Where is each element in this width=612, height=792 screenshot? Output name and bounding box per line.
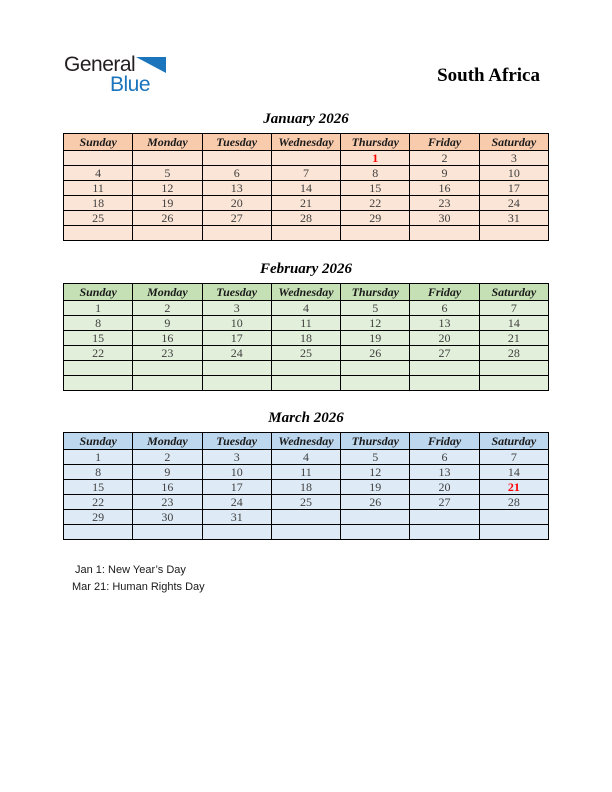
day-cell: 11 [64,181,133,196]
day-cell: 26 [133,211,202,226]
month-section-march-2026 [63,409,549,540]
holiday-day-cell: 1 [341,151,410,166]
day-cell: 13 [410,465,479,480]
calendar-week-row [64,361,549,376]
day-cell: 25 [271,495,340,510]
day-cell: 24 [202,495,271,510]
weekday-header: Wednesday [271,134,340,151]
weekday-header: Saturday [479,433,548,450]
weekday-header: Thursday [341,284,410,301]
empty-day-cell [341,226,410,241]
calendar-table-january-2026 [63,133,549,241]
weekday-header: Sunday [64,433,133,450]
day-cell: 6 [410,301,479,316]
empty-day-cell [202,226,271,241]
month-title: February 2026 [259,261,353,277]
empty-day-cell [271,151,340,166]
empty-day-cell [133,361,202,376]
month-title: January 2026 [263,111,349,127]
day-cell: 8 [341,166,410,181]
empty-day-cell [341,376,410,391]
day-cell: 5 [341,450,410,465]
day-cell: 28 [479,346,548,361]
day-cell: 2 [133,301,202,316]
weekday-header: Friday [410,433,479,450]
day-cell: 30 [133,510,202,525]
empty-day-cell [271,361,340,376]
day-cell: 24 [479,196,548,211]
day-cell: 6 [410,450,479,465]
day-cell: 22 [64,346,133,361]
empty-day-cell [341,525,410,540]
day-cell: 19 [341,480,410,495]
day-cell: 8 [64,316,133,331]
weekday-header: Monday [133,284,202,301]
weekday-header: Saturday [479,284,548,301]
day-cell: 15 [341,181,410,196]
weekday-header: Wednesday [271,284,340,301]
holiday-legend-item: Jan 1: New Year’s Day [75,564,186,576]
weekday-header: Saturday [479,134,548,151]
calendar-week-row [64,525,549,540]
day-cell: 31 [202,510,271,525]
day-cell: 29 [341,211,410,226]
day-cell: 15 [64,480,133,495]
month-section-february-2026 [63,260,549,391]
weekday-header: Tuesday [202,284,271,301]
weekday-header: Thursday [341,134,410,151]
day-cell: 22 [64,495,133,510]
weekday-header-row [64,134,549,151]
empty-day-cell [202,525,271,540]
empty-day-cell [133,226,202,241]
day-cell: 12 [341,316,410,331]
day-cell: 16 [410,181,479,196]
day-cell: 21 [479,331,548,346]
calendar-week-row [64,376,549,391]
empty-day-cell [271,525,340,540]
day-cell: 13 [202,181,271,196]
day-cell: 10 [479,166,548,181]
day-cell: 7 [479,301,548,316]
day-cell: 4 [271,450,340,465]
weekday-header: Monday [133,134,202,151]
weekday-header: Tuesday [202,134,271,151]
day-cell: 1 [64,450,133,465]
calendar-table-march-2026 [63,432,549,540]
day-cell: 18 [271,480,340,495]
empty-day-cell [133,151,202,166]
weekday-header: Sunday [64,284,133,301]
day-cell: 20 [202,196,271,211]
empty-day-cell [410,361,479,376]
calendar-week-row [64,151,549,166]
holiday-legend-item: Mar 21: Human Rights Day [72,581,205,593]
calendar-week-row [64,495,549,510]
day-cell: 26 [341,346,410,361]
calendar-table-february-2026 [63,283,549,391]
calendar-week-row [64,346,549,361]
day-cell: 17 [202,480,271,495]
day-cell: 19 [133,196,202,211]
calendar-week-row [64,510,549,525]
calendar-week-row [64,450,549,465]
empty-day-cell [64,376,133,391]
weekday-header: Monday [133,433,202,450]
day-cell: 17 [479,181,548,196]
calendar-week-row [64,331,549,346]
day-cell: 25 [271,346,340,361]
day-cell: 3 [202,450,271,465]
day-cell: 30 [410,211,479,226]
month-section-january-2026 [63,110,549,241]
day-cell: 10 [202,465,271,480]
day-cell: 14 [479,465,548,480]
general-blue-logo [64,54,184,95]
weekday-header: Friday [410,284,479,301]
empty-day-cell [410,226,479,241]
day-cell: 4 [271,301,340,316]
day-cell: 9 [133,465,202,480]
calendar-week-row [64,196,549,211]
empty-day-cell [479,525,548,540]
day-cell: 3 [479,151,548,166]
day-cell: 2 [410,151,479,166]
day-cell: 23 [410,196,479,211]
empty-day-cell [479,226,548,241]
empty-day-cell [479,376,548,391]
empty-day-cell [341,510,410,525]
month-title: March 2026 [268,410,344,426]
day-cell: 19 [341,331,410,346]
weekday-header: Friday [410,134,479,151]
day-cell: 7 [479,450,548,465]
empty-day-cell [410,376,479,391]
calendar-week-row [64,166,549,181]
day-cell: 16 [133,331,202,346]
empty-day-cell [410,525,479,540]
page-title: South Africa [437,65,540,86]
day-cell: 23 [133,495,202,510]
holiday-legend [72,562,205,596]
day-cell: 22 [341,196,410,211]
calendar-week-row [64,480,549,495]
empty-day-cell [410,510,479,525]
day-cell: 5 [341,301,410,316]
day-cell: 29 [64,510,133,525]
day-cell: 16 [133,480,202,495]
calendar-week-row [64,301,549,316]
weekday-header: Wednesday [271,433,340,450]
day-cell: 18 [64,196,133,211]
empty-day-cell [133,376,202,391]
day-cell: 17 [202,331,271,346]
weekday-header-row [64,433,549,450]
empty-day-cell [479,361,548,376]
calendar-week-row [64,181,549,196]
day-cell: 27 [202,211,271,226]
empty-day-cell [271,376,340,391]
calendar-week-row [64,226,549,241]
day-cell: 31 [479,211,548,226]
day-cell: 14 [271,181,340,196]
empty-day-cell [479,510,548,525]
day-cell: 3 [202,301,271,316]
day-cell: 9 [133,316,202,331]
weekday-header-row [64,284,549,301]
day-cell: 27 [410,346,479,361]
empty-day-cell [64,525,133,540]
day-cell: 20 [410,331,479,346]
day-cell: 6 [202,166,271,181]
day-cell: 12 [341,465,410,480]
day-cell: 21 [271,196,340,211]
day-cell: 10 [202,316,271,331]
calendar-week-row [64,465,549,480]
day-cell: 27 [410,495,479,510]
day-cell: 1 [64,301,133,316]
empty-day-cell [271,510,340,525]
day-cell: 26 [341,495,410,510]
logo-text-blue: Blue [110,73,151,96]
day-cell: 2 [133,450,202,465]
logo-text-general: General [64,53,136,76]
day-cell: 4 [64,166,133,181]
day-cell: 7 [271,166,340,181]
day-cell: 20 [410,480,479,495]
day-cell: 12 [133,181,202,196]
calendar-week-row [64,316,549,331]
day-cell: 11 [271,465,340,480]
day-cell: 13 [410,316,479,331]
day-cell: 28 [479,495,548,510]
day-cell: 14 [479,316,548,331]
day-cell: 25 [64,211,133,226]
empty-day-cell [133,525,202,540]
day-cell: 23 [133,346,202,361]
day-cell: 11 [271,316,340,331]
day-cell: 24 [202,346,271,361]
empty-day-cell [202,151,271,166]
calendar-week-row [64,211,549,226]
day-cell: 28 [271,211,340,226]
weekday-header: Thursday [341,433,410,450]
holiday-day-cell: 21 [479,480,548,495]
day-cell: 8 [64,465,133,480]
empty-day-cell [341,361,410,376]
day-cell: 9 [410,166,479,181]
empty-day-cell [64,226,133,241]
empty-day-cell [271,226,340,241]
empty-day-cell [64,361,133,376]
day-cell: 15 [64,331,133,346]
weekday-header: Tuesday [202,433,271,450]
weekday-header: Sunday [64,134,133,151]
empty-day-cell [64,151,133,166]
empty-day-cell [202,361,271,376]
day-cell: 18 [271,331,340,346]
empty-day-cell [202,376,271,391]
day-cell: 5 [133,166,202,181]
